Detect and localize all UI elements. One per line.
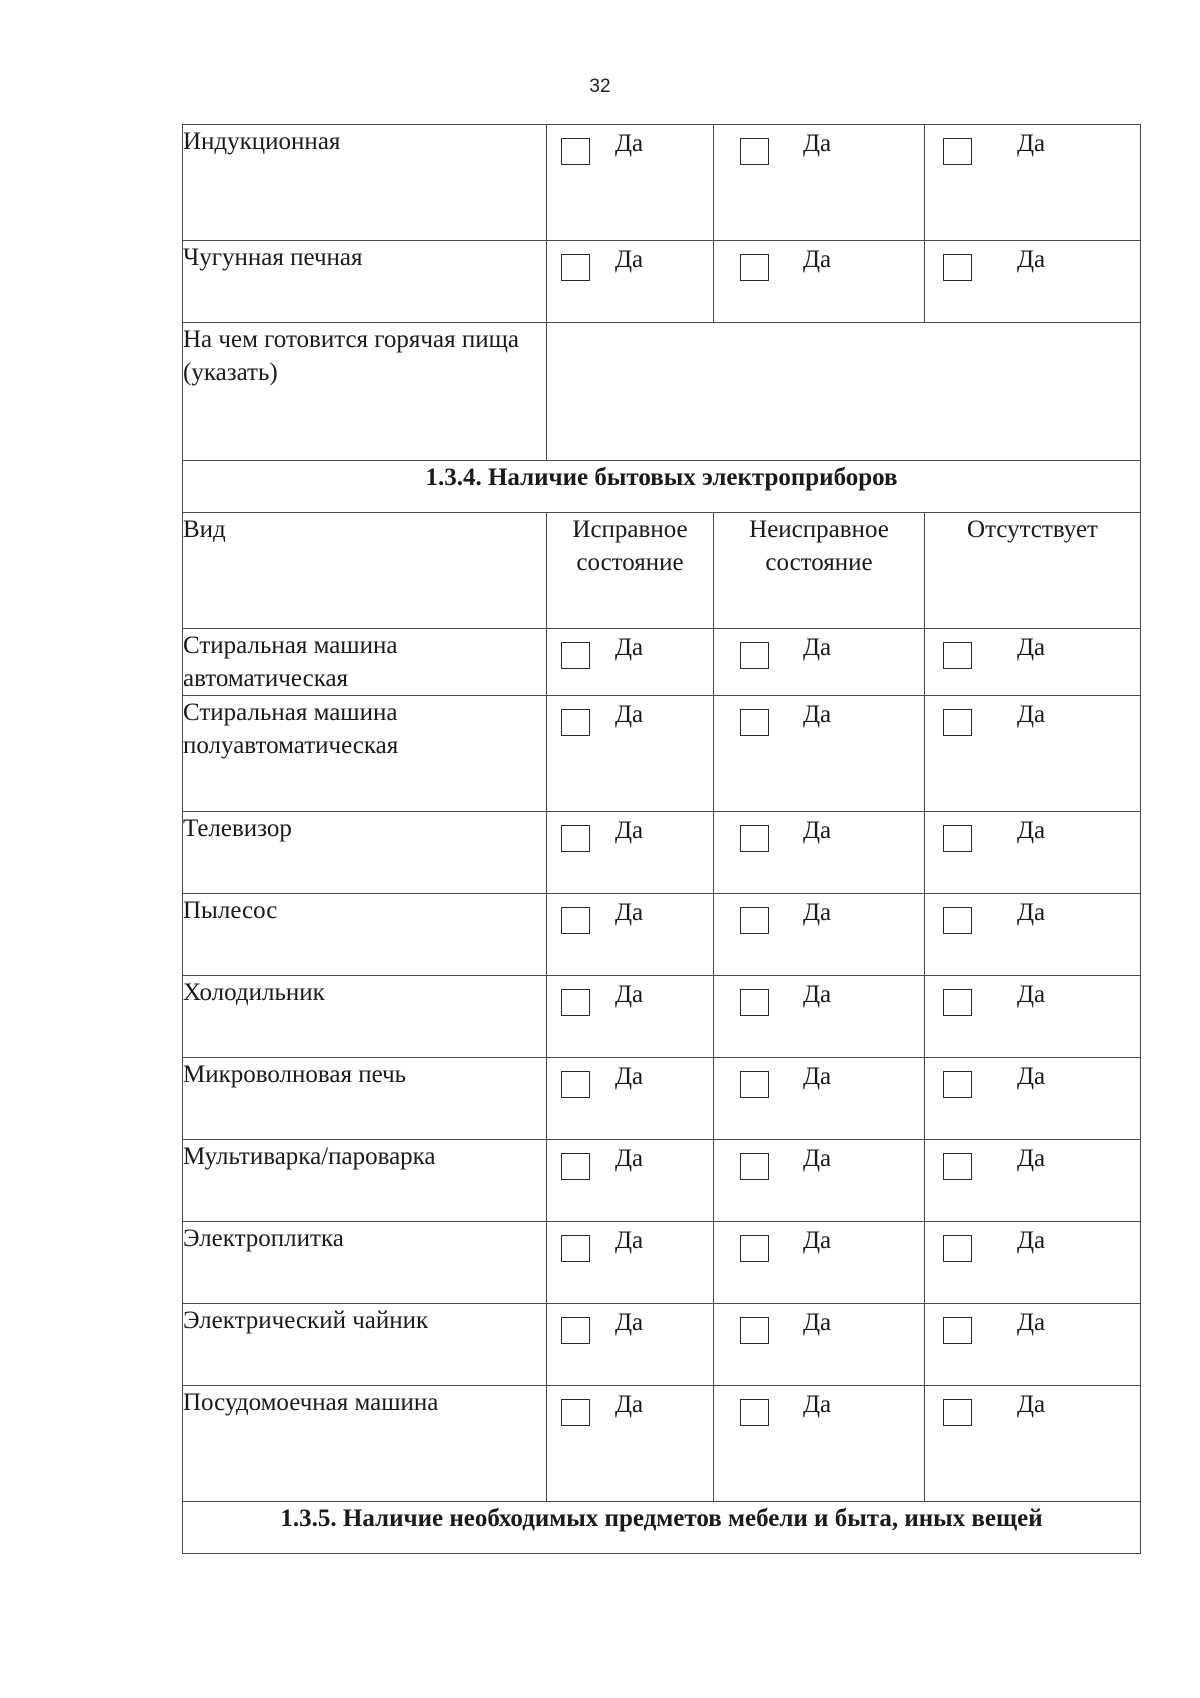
option-label: Да [1017,130,1046,157]
checkbox[interactable] [943,1071,972,1098]
option-label: Да [615,130,644,157]
checkbox[interactable] [561,138,590,165]
option-label: Да [615,1063,644,1090]
table-row [183,1058,1141,1140]
option-cell [925,1140,1141,1222]
checkbox[interactable] [740,1399,769,1426]
checkbox[interactable] [740,254,769,281]
option-label: Да [1017,1227,1046,1254]
table-row [183,812,1141,894]
hot-food-label: На чем готовится горячая пища (указать) [183,323,547,461]
page-number: 32 [589,76,611,97]
option-cell [925,1222,1141,1304]
option-cell [925,976,1141,1058]
option-cell [714,894,925,976]
table-row [183,1304,1141,1386]
option-label: Да [1017,899,1046,926]
checkbox[interactable] [561,989,590,1016]
checkbox[interactable] [561,1399,590,1426]
checkbox[interactable] [740,989,769,1016]
option-cell [925,1304,1141,1386]
option-cell [547,1386,714,1502]
option-cell [547,1222,714,1304]
option-label: Да [803,899,832,926]
option-label: Да [1017,701,1046,728]
option-cell [714,1304,925,1386]
checkbox[interactable] [561,709,590,736]
section-title-row [183,461,1141,513]
option-cell [714,241,925,323]
option-label: Да [615,1227,644,1254]
option-label: Да [1017,981,1046,1008]
hot-food-input[interactable] [547,323,1141,461]
column-header-absent: Отсутствует [925,513,1141,629]
option-cell [714,812,925,894]
section-title-row [183,1502,1141,1554]
column-header-broken: Неисправное состояние [714,513,925,629]
row-label: Микроволновая печь [183,1058,547,1140]
checkbox[interactable] [740,1235,769,1262]
option-cell [547,1304,714,1386]
checkbox[interactable] [561,1071,590,1098]
checkbox[interactable] [561,254,590,281]
table-row [183,1386,1141,1502]
checkbox[interactable] [943,709,972,736]
option-cell [547,894,714,976]
checkbox[interactable] [561,1317,590,1344]
column-header-row [183,513,1141,629]
option-cell [925,629,1141,696]
section-title-1-3-4: 1.3.4. Наличие бытовых электроприборов [183,461,1141,513]
table-row [183,976,1141,1058]
row-label: Индукционная [183,125,547,241]
option-label: Да [803,246,832,273]
option-label: Да [803,1227,832,1254]
checkbox[interactable] [561,907,590,934]
checkbox[interactable] [740,709,769,736]
checkbox[interactable] [740,138,769,165]
option-cell [925,812,1141,894]
option-cell [547,696,714,812]
option-label: Да [1017,1391,1046,1418]
option-label: Да [615,817,644,844]
table-row [183,125,1141,241]
option-cell [714,629,925,696]
column-header-type: Вид [183,513,547,629]
option-label: Да [803,1063,832,1090]
option-cell [714,1222,925,1304]
table-row [183,241,1141,323]
option-cell [547,125,714,241]
option-cell [714,976,925,1058]
column-header-working: Исправное состояние [547,513,714,629]
option-label: Да [803,1391,832,1418]
option-label: Да [615,634,644,661]
option-label: Да [803,817,832,844]
option-label: Да [1017,1145,1046,1172]
table-row [183,1140,1141,1222]
option-label: Да [1017,634,1046,661]
row-label: Стиральная машина полуавтоматическая [183,696,547,812]
checkbox[interactable] [740,907,769,934]
checkbox[interactable] [740,1153,769,1180]
option-cell [714,125,925,241]
option-label: Да [615,1309,644,1336]
checkbox[interactable] [561,1153,590,1180]
row-label: Электрический чайник [183,1304,547,1386]
option-cell [925,894,1141,976]
checkbox[interactable] [740,825,769,852]
option-label: Да [803,1309,832,1336]
row-label: Пылесос [183,894,547,976]
checkbox[interactable] [943,138,972,165]
option-label: Да [615,1391,644,1418]
option-cell [925,125,1141,241]
checkbox[interactable] [740,642,769,669]
option-cell [547,1140,714,1222]
row-label: Холодильник [183,976,547,1058]
checkbox[interactable] [561,825,590,852]
row-label: Посудомоечная машина [183,1386,547,1502]
option-cell [925,696,1141,812]
option-cell [547,1058,714,1140]
option-cell [925,1386,1141,1502]
option-label: Да [615,1145,644,1172]
form-body [183,125,1141,1554]
option-label: Да [615,899,644,926]
checkbox[interactable] [943,907,972,934]
table-row [183,894,1141,976]
table-row [183,1222,1141,1304]
option-cell [714,696,925,812]
row-label: Телевизор [183,812,547,894]
checkbox[interactable] [943,1317,972,1344]
checkbox[interactable] [740,1071,769,1098]
option-cell [547,976,714,1058]
option-label: Да [803,1145,832,1172]
option-label: Да [1017,817,1046,844]
option-label: Да [1017,1063,1046,1090]
option-label: Да [803,634,832,661]
checkbox[interactable] [943,1399,972,1426]
checkbox[interactable] [740,1317,769,1344]
checkbox[interactable] [943,1235,972,1262]
checkbox[interactable] [943,1153,972,1180]
checkbox[interactable] [561,642,590,669]
option-cell [925,1058,1141,1140]
row-label: Стиральная машина автоматическая [183,629,547,696]
option-cell [547,241,714,323]
table-row [183,696,1141,812]
checkbox[interactable] [561,1235,590,1262]
checkbox[interactable] [943,642,972,669]
option-cell [547,812,714,894]
row-label: Электроплитка [183,1222,547,1304]
section-title-1-3-5: 1.3.5. Наличие необходимых предметов мебели и быта, иных вещей [183,1502,1141,1554]
option-label: Да [803,701,832,728]
option-cell [714,1140,925,1222]
checkbox[interactable] [943,825,972,852]
row-label: Чугунная печная [183,241,547,323]
option-label: Да [615,701,644,728]
option-label: Да [803,130,832,157]
option-cell [547,629,714,696]
option-label: Да [1017,246,1046,273]
table-row [183,629,1141,696]
option-cell [714,1058,925,1140]
option-cell [714,1386,925,1502]
household-form-table [182,124,1141,1554]
option-label: Да [803,981,832,1008]
hot-food-row [183,323,1141,461]
option-label: Да [1017,1309,1046,1336]
option-cell [925,241,1141,323]
option-label: Да [615,246,644,273]
checkbox[interactable] [943,254,972,281]
row-label: Мультиварка/пароварка [183,1140,547,1222]
checkbox[interactable] [943,989,972,1016]
option-label: Да [615,981,644,1008]
